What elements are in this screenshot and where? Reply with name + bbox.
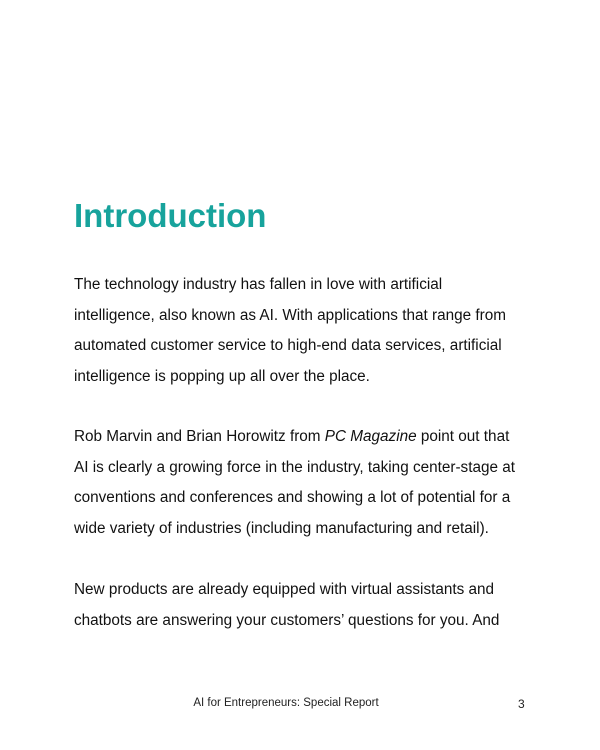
paragraph-line: New products are already equipped with virtual assistants and (74, 581, 495, 598)
paragraph-line: automated customer service to high-end data services, artificial (74, 337, 502, 355)
page-title: Introduction (74, 197, 267, 234)
text-run: point out that (416, 428, 510, 445)
page-number: 3 (518, 697, 525, 711)
paragraph-line: The technology industry has fallen in love with artificial (74, 276, 443, 293)
paragraph-line: intelligence is popping up all over the place. (74, 367, 370, 385)
paragraph-line (74, 422, 544, 453)
paragraph-line: chatbots are answering your customers’ questions for you. And (74, 611, 500, 629)
paragraph-line: conventions and conferences and showing a lot of potential for a (74, 489, 511, 507)
paragraph-line: wide variety of industries (including manufacturing and retail). (74, 519, 489, 537)
paragraph-intro (74, 270, 544, 392)
paragraph-products (74, 575, 544, 636)
text-run: Rob Marvin and Brian Horowitz from (74, 428, 325, 445)
publication-name: PC Magazine (324, 428, 417, 445)
paragraph-line: AI is clearly a growing force in the industry, taking center-stage at (74, 458, 515, 476)
paragraph-line: intelligence, also known as AI. With applications that range from (74, 306, 506, 324)
footer-report-title: AI for Entrepreneurs: Special Report (193, 697, 379, 709)
paragraph-pc-magazine (74, 422, 544, 544)
